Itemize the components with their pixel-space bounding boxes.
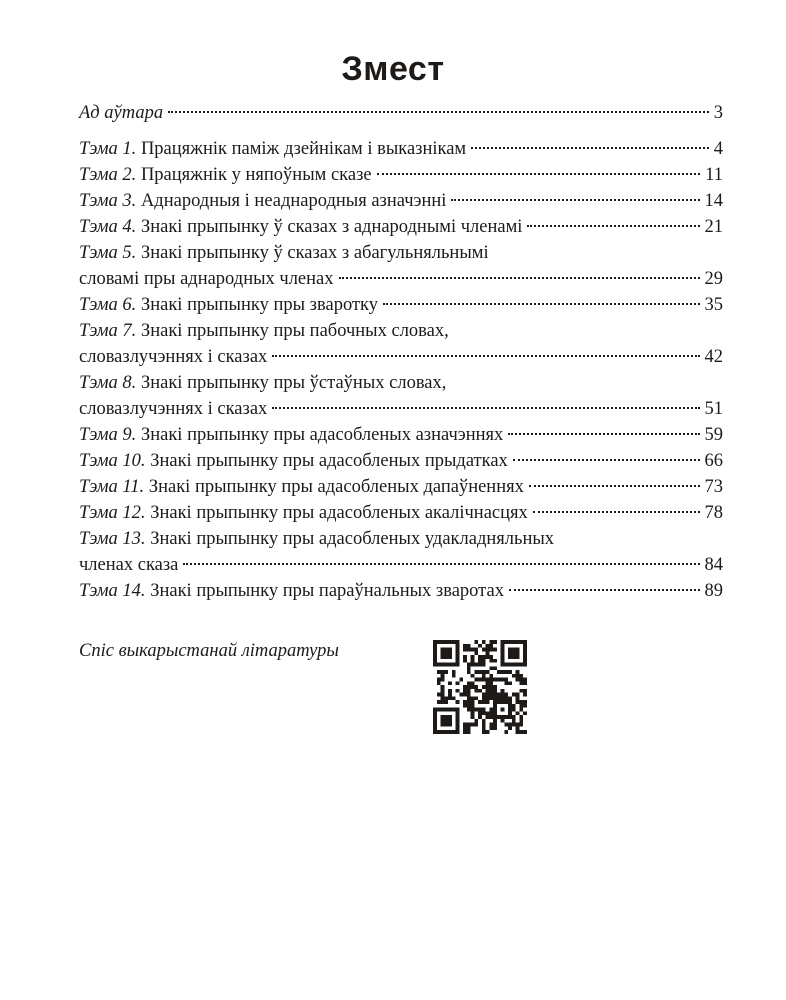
dot-leader: [513, 459, 700, 461]
toc-entry[interactable]: [79, 136, 723, 162]
toc-page-number: 29: [704, 269, 723, 289]
dot-leader: [451, 199, 699, 201]
dot-leader: [183, 563, 699, 565]
toc-entry[interactable]: [79, 292, 723, 318]
toc-entry-label: [79, 136, 466, 162]
toc-entry[interactable]: [79, 422, 723, 448]
topic-prefix: Тэма 13.: [79, 529, 146, 549]
dot-leader: [383, 303, 699, 305]
toc-line: [79, 292, 723, 318]
toc-entry-label: [79, 162, 372, 188]
toc-page-number: 51: [704, 399, 723, 419]
toc-entry[interactable]: [79, 240, 723, 292]
toc-entry-label: Ад аўтара: [79, 103, 164, 123]
toc-entry-label: [79, 526, 554, 552]
topic-title-line: словазлучэннях і сказах: [79, 399, 268, 419]
toc-line: [79, 136, 723, 162]
toc-entry-label: [79, 578, 504, 604]
topic-title-line: Знакі прыпынку пры ўстаўных словах,: [140, 373, 447, 393]
dot-leader: [168, 111, 709, 113]
toc-page-number: 4: [713, 139, 723, 159]
topic-title-line: Знакі прыпынку пры адасобленых акалічнасцях: [150, 503, 528, 523]
toc-page-number: 78: [704, 503, 723, 523]
toc-entry-label: [79, 422, 503, 448]
dot-leader: [377, 173, 701, 175]
toc-page-number: 66: [704, 451, 723, 471]
topic-prefix: Тэма 8.: [79, 373, 137, 393]
toc-entry-label: [79, 188, 446, 214]
toc-entry[interactable]: [79, 162, 723, 188]
dot-leader: [339, 277, 700, 279]
toc-line: [79, 344, 723, 370]
topic-title-line: членах сказа: [79, 555, 179, 575]
toc-page-number: 89: [704, 581, 723, 601]
topic-title-line: Працяжнік у няпоўным сказе: [140, 165, 372, 185]
toc-entry-label: [79, 552, 178, 578]
toc-entry-label: [79, 344, 267, 370]
toc-line: [79, 162, 723, 188]
topic-prefix: Тэма 4.: [79, 217, 137, 237]
topic-title-line: Знакі прыпынку пры пабочных словах,: [140, 321, 449, 341]
toc-entry[interactable]: [79, 474, 723, 500]
toc-entry-label: [79, 370, 446, 396]
topic-prefix: Тэма 6.: [79, 295, 137, 315]
toc-entry[interactable]: [79, 214, 723, 240]
toc-line: [79, 100, 723, 126]
toc-line: [79, 240, 723, 266]
topic-title-line: Знакі прыпынку ў сказах з абагульняльнымі: [140, 243, 489, 263]
topic-prefix: Тэма 10.: [79, 451, 146, 471]
toc-entry-label: [79, 448, 508, 474]
toc-entry[interactable]: [79, 578, 723, 604]
toc-entry[interactable]: [79, 318, 723, 370]
toc-page-number: 14: [704, 191, 723, 211]
toc-line: [79, 500, 723, 526]
topic-prefix: Тэма 5.: [79, 243, 137, 263]
topic-prefix: Тэма 9.: [79, 425, 137, 445]
toc-entry[interactable]: [79, 500, 723, 526]
toc-line: [79, 474, 723, 500]
toc-entry-label: [79, 318, 449, 344]
dot-leader: [529, 485, 700, 487]
toc-line: [79, 214, 723, 240]
toc-page-number: 42: [704, 347, 723, 367]
topic-title-line: Знакі прыпынку ў сказах з аднароднымі членамі: [140, 217, 523, 237]
toc-line: [79, 578, 723, 604]
topic-title-line: Знакі прыпынку пры адасобленых азначэннях: [140, 425, 504, 445]
topic-prefix: Тэма 3.: [79, 191, 137, 211]
toc-line: [79, 552, 723, 578]
literature-link[interactable]: Спіс выкарыстанай літаратуры: [79, 641, 339, 661]
toc-page-number: 84: [704, 555, 723, 575]
toc-line: [79, 422, 723, 448]
page-title: Змест: [341, 50, 445, 88]
dot-leader: [533, 511, 700, 513]
toc-line: [79, 526, 723, 552]
dot-leader: [471, 147, 709, 149]
toc-entry-label: [79, 214, 522, 240]
toc-entry-label: [79, 396, 267, 422]
toc-entry[interactable]: [79, 370, 723, 422]
toc-line: [79, 448, 723, 474]
topic-prefix: Тэма 2.: [79, 165, 137, 185]
toc-page-number: 21: [704, 217, 723, 237]
toc-entry-label: [79, 474, 524, 500]
toc-page-number: 3: [713, 103, 723, 123]
topic-title-line: словазлучэннях і сказах: [79, 347, 268, 367]
toc-page-number: 73: [704, 477, 723, 497]
dot-leader: [527, 225, 699, 227]
topic-prefix: Тэма 11.: [79, 477, 145, 497]
topic-title-line: Працяжнік паміж дзейнікам і выказнікам: [140, 139, 467, 159]
toc-page-number: 35: [704, 295, 723, 315]
topic-prefix: Тэма 7.: [79, 321, 137, 341]
topic-title-line: Аднародныя і неаднародныя азначэнні: [140, 191, 447, 211]
topic-title-line: Знакі прыпынку пры адасобленых прыдатках: [150, 451, 508, 471]
topic-title-line: Знакі прыпынку пры адасобленых удакладняльных: [150, 529, 555, 549]
topic-prefix: Тэма 1.: [79, 139, 137, 159]
qr-code-icon: [433, 640, 527, 734]
toc-entry-label: [79, 292, 378, 318]
toc-entry-label: [79, 240, 489, 266]
topic-title-line: Знакі прыпынку пры параўнальных зваротах: [150, 581, 504, 601]
topic-title-line: словамі пры аднародных членах: [79, 269, 334, 289]
dot-leader: [272, 407, 699, 409]
toc-entry-preface[interactable]: [79, 100, 723, 126]
dot-leader: [508, 433, 699, 435]
toc-page-number: 59: [704, 425, 723, 445]
topic-title-line: Знакі прыпынку пры адасобленых дапаўненнях: [148, 477, 524, 497]
toc-line: [79, 370, 723, 396]
toc-page-number: 11: [705, 165, 723, 185]
toc-entry[interactable]: [79, 526, 723, 578]
table-of-contents: [79, 100, 723, 604]
dot-leader: [509, 589, 700, 591]
toc-entry[interactable]: [79, 448, 723, 474]
toc-line: [79, 318, 723, 344]
toc-entry-label: [79, 500, 528, 526]
toc-line: [79, 188, 723, 214]
toc-entry-label: [79, 266, 334, 292]
topic-prefix: Тэма 12.: [79, 503, 146, 523]
topic-list: [79, 136, 723, 604]
toc-entry[interactable]: [79, 188, 723, 214]
topic-title-line: Знакі прыпынку пры зваротку: [140, 295, 379, 315]
toc-line: [79, 266, 723, 292]
dot-leader: [272, 355, 699, 357]
toc-line: [79, 396, 723, 422]
topic-prefix: Тэма 14.: [79, 581, 146, 601]
